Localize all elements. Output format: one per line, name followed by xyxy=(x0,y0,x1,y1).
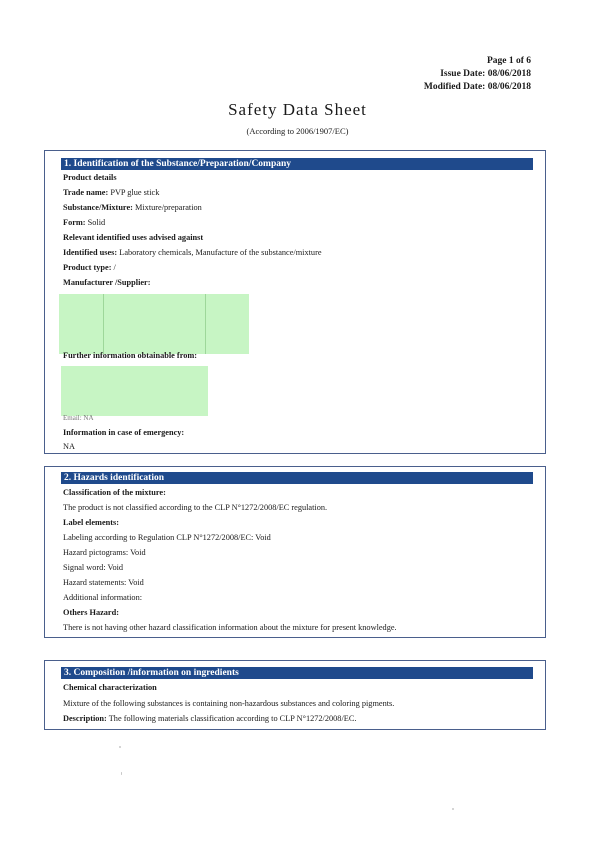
section-line: Classification of the mixture: xyxy=(63,488,166,497)
section-line: Email: NA xyxy=(63,414,94,422)
section-line: Additional information: xyxy=(63,593,143,602)
section-line: NA xyxy=(63,442,75,451)
redacted-divider xyxy=(205,294,206,354)
scan-speck xyxy=(119,746,121,748)
section-line: Product type: / xyxy=(63,263,116,272)
section-line: Mixture of the following substances is containing non-hazardous substances and coloring pigments. xyxy=(63,699,395,708)
document-title: Safety Data Sheet xyxy=(228,100,367,119)
section-hazards xyxy=(44,466,546,638)
section-line: Manufacturer /Supplier: xyxy=(63,278,151,287)
redacted-block xyxy=(61,366,208,416)
section-line: The product is not classified according to the CLP N°1272/2008/EC regulation. xyxy=(63,503,328,512)
issue-date: Issue Date: 08/06/2018 xyxy=(440,69,531,79)
redacted-block xyxy=(59,294,249,354)
section-line: Label elements: xyxy=(63,518,119,527)
modified-date: Modified Date: 08/06/2018 xyxy=(423,82,531,92)
section-line: Further information obtainable from: xyxy=(63,351,198,360)
section-heading: 2. Hazards identification xyxy=(61,472,533,484)
section-line: Others Hazard: xyxy=(63,608,119,617)
section-line: Description: The following materials classification according to CLP N°1272/2008/EC. xyxy=(63,714,357,723)
section-heading: 1. Identification of the Substance/Preparation/Company xyxy=(61,158,533,170)
section-line: Relevant identified uses advised against xyxy=(63,233,204,242)
section-line: Trade name: PVP glue stick xyxy=(63,188,160,197)
section-heading: 3. Composition /information on ingredients xyxy=(61,667,533,679)
section-line: Information in case of emergency: xyxy=(63,428,185,437)
section-line: Chemical characterization xyxy=(63,683,157,692)
section-line: Identified uses: Laboratory chemicals, Manufacture of the substance/mixture xyxy=(63,248,322,257)
scan-speck xyxy=(452,808,454,810)
redacted-divider xyxy=(103,294,104,354)
document-subtitle: (According to 2006/1907/EC) xyxy=(246,126,349,136)
section-line: Form: Solid xyxy=(63,218,106,227)
page-number: Page 1 of 6 xyxy=(486,56,531,66)
section-line: There is not having other hazard classification information about the mixture for present knowledge. xyxy=(63,623,397,632)
scan-speck xyxy=(121,772,122,775)
section-line: Substance/Mixture: Mixture/preparation xyxy=(63,203,202,212)
section-line: Labeling according to Regulation CLP N°1272/2008/EC: Void xyxy=(63,533,271,542)
section-line: Hazard pictograms: Void xyxy=(63,548,146,557)
section-composition xyxy=(44,660,546,730)
section-line: Product details xyxy=(63,173,117,182)
section-identification xyxy=(44,150,546,454)
section-line: Signal word: Void xyxy=(63,563,124,572)
section-line: Hazard statements: Void xyxy=(63,578,144,587)
